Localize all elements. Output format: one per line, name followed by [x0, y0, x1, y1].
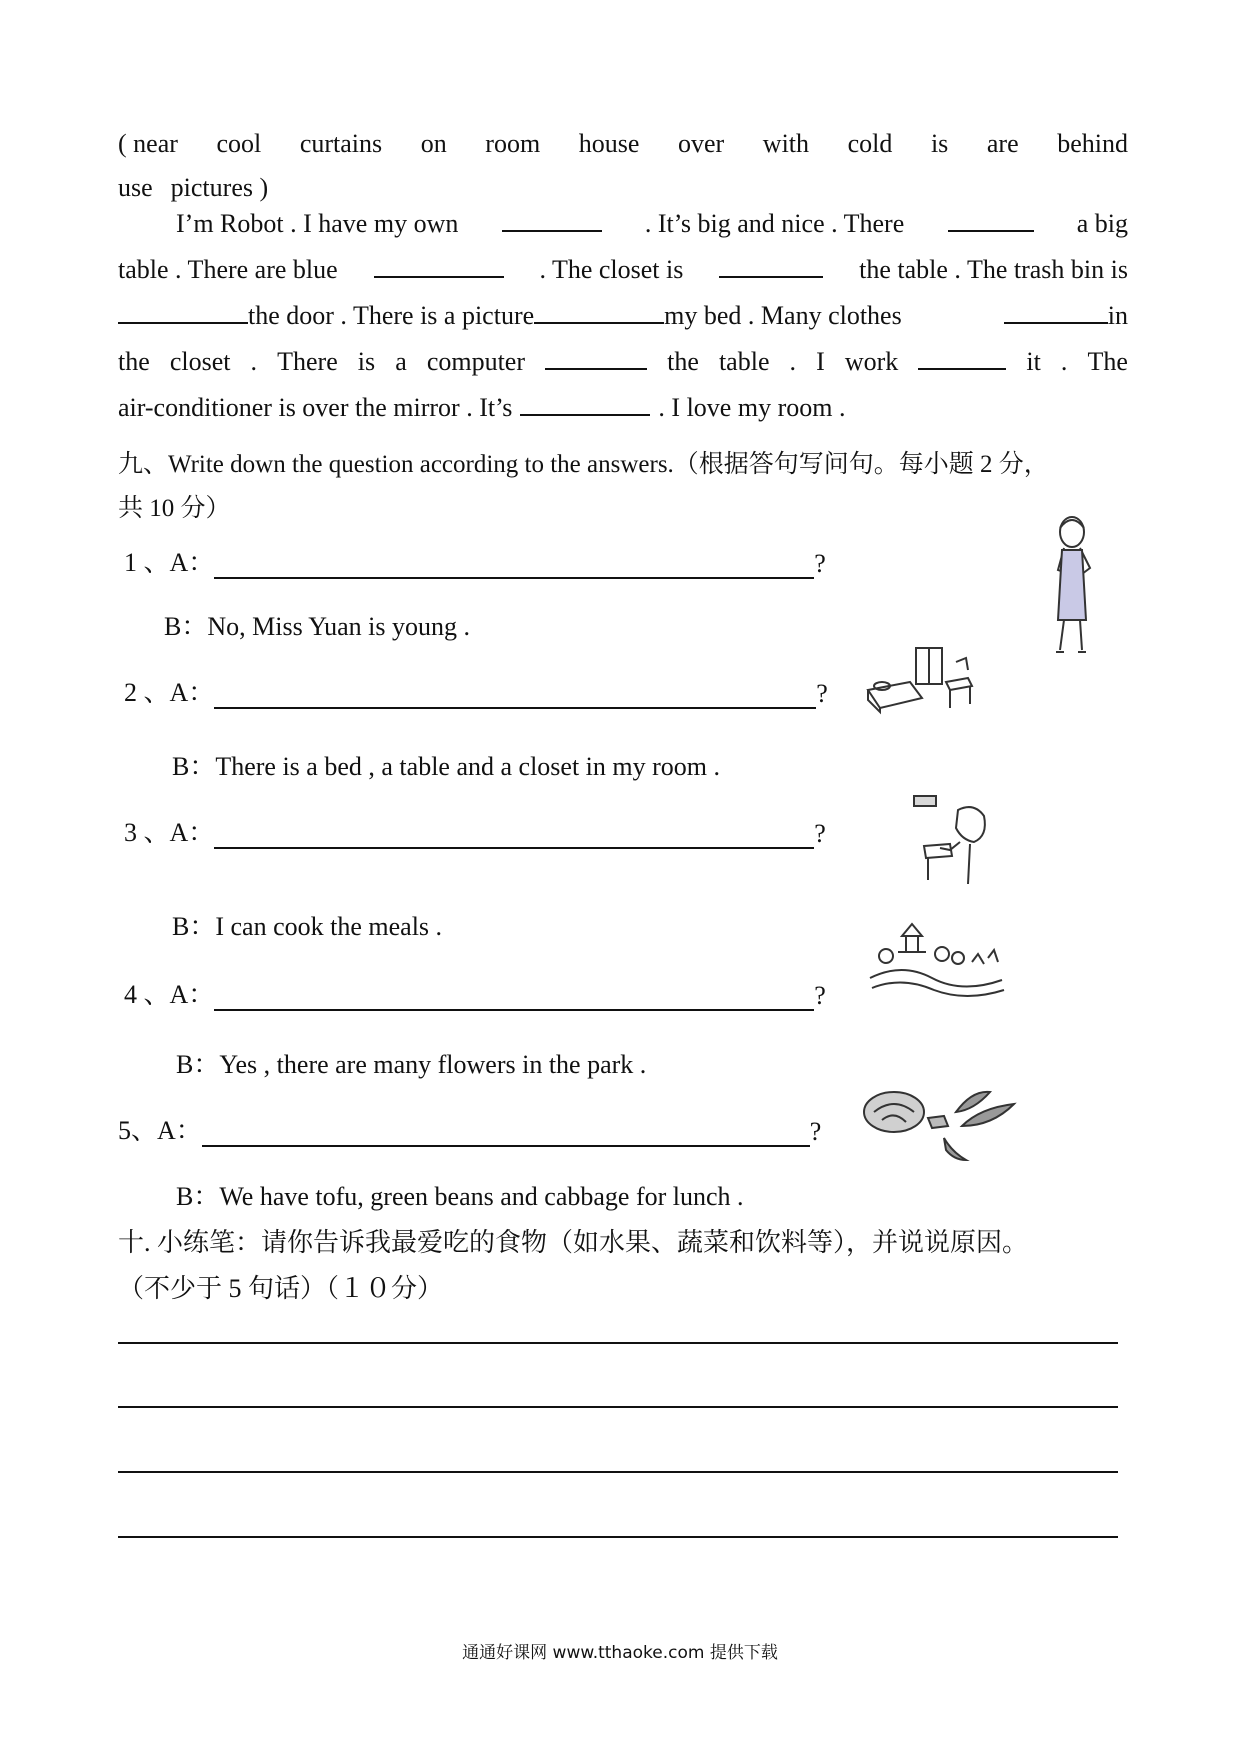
question-3: [124, 812, 826, 849]
paragraph-text: computer: [426, 347, 525, 376]
paragraph-text: .: [789, 347, 797, 376]
paragraph-text: I’m Robot . I have my own: [176, 209, 459, 238]
paragraph-text: There: [277, 347, 338, 376]
section-10-title-continued: （不少于 5 句话）（１０分）: [118, 1274, 444, 1303]
section-9-title: 九、Write down the question according to the answers.（根据答句写问句。每小题 2 分，: [118, 451, 1049, 478]
paragraph-text: my bed . Many clothes: [664, 301, 902, 330]
paragraph-text: . I love my room .: [658, 393, 846, 422]
blank[interactable]: [545, 346, 647, 370]
paragraph-line-1: [118, 208, 1128, 239]
bedroom-furniture-icon: [860, 642, 980, 718]
paragraph-text: a: [395, 347, 407, 376]
answer-line[interactable]: [214, 985, 814, 1011]
blank[interactable]: [118, 300, 248, 324]
question-number: 4 、A：: [124, 980, 215, 1009]
question-mark: ?: [814, 549, 826, 578]
blank[interactable]: [948, 208, 1034, 232]
woman-teacher-icon: [1020, 510, 1130, 660]
question-mark: ?: [814, 981, 826, 1010]
word: cold: [847, 129, 893, 158]
question-mark: ?: [809, 1117, 822, 1146]
word: ( near: [118, 129, 178, 158]
answer-1: B：No, Miss Yuan is young .: [164, 612, 471, 641]
paragraph-text: the: [667, 347, 699, 376]
question-mark: ?: [814, 819, 826, 848]
word: room: [485, 129, 541, 158]
answer-line[interactable]: [214, 683, 816, 709]
paragraph-text: .: [1060, 347, 1068, 376]
word: use: [118, 173, 153, 202]
paragraph-text: is: [357, 347, 376, 376]
question-5: [118, 1110, 821, 1147]
paragraph-text: .: [250, 347, 258, 376]
paragraph-text: the: [118, 347, 150, 376]
answer-3: B：I can cook the meals .: [172, 912, 443, 941]
writing-line[interactable]: [118, 1406, 1118, 1408]
question-number: 3 、A：: [124, 818, 215, 847]
writing-line[interactable]: [118, 1471, 1118, 1473]
question-1: [124, 542, 826, 579]
blank[interactable]: [534, 300, 664, 324]
word: curtains: [299, 129, 383, 158]
paragraph-text: the table . The trash bin is: [859, 255, 1128, 284]
paragraph-line-5: [118, 392, 1128, 423]
answer-5: B：We have tofu, green beans and cabbage for lunch .: [176, 1182, 744, 1211]
question-4: [124, 974, 826, 1011]
paragraph-text: the door . There is a picture: [248, 301, 535, 330]
answer-line[interactable]: [214, 823, 814, 849]
blank[interactable]: [520, 392, 650, 416]
word: with: [762, 129, 810, 158]
vegetables-icon: [862, 1082, 1022, 1174]
word: house: [578, 129, 640, 158]
paragraph-line-4: [118, 346, 1128, 377]
word: behind: [1057, 129, 1128, 158]
paragraph-text: closet: [169, 347, 231, 376]
word-bank-line-1: [118, 122, 1128, 166]
word: is: [930, 129, 949, 158]
question-number: 2 、A：: [124, 678, 215, 707]
blank[interactable]: [502, 208, 602, 232]
paragraph-text: work: [844, 347, 899, 376]
blank[interactable]: [719, 254, 823, 278]
paragraph-line-2: [118, 254, 1128, 285]
word: cool: [216, 129, 262, 158]
paragraph-text: . The closet is: [539, 255, 684, 284]
paragraph-text: in: [1107, 301, 1128, 330]
girl-cooking-icon: [900, 788, 1000, 888]
word: are: [986, 129, 1019, 158]
paragraph-text: I: [816, 347, 825, 376]
question-mark: ?: [816, 679, 828, 708]
section-9-title-continued: 共 10 分）: [118, 495, 231, 522]
paragraph-line-3: [118, 300, 1128, 331]
answer-line[interactable]: [202, 1121, 810, 1147]
paragraph-text: it: [1026, 347, 1041, 376]
writing-line[interactable]: [118, 1536, 1118, 1538]
question-2: [124, 672, 828, 709]
word: over: [678, 129, 725, 158]
park-flowers-icon: [862, 918, 1012, 1002]
blank[interactable]: [374, 254, 504, 278]
word-bank: [118, 122, 1128, 210]
word: on: [420, 129, 447, 158]
footer-credit: 通通好课网 www.tthaoke.com 提供下载: [462, 1643, 778, 1663]
answer-4: B：Yes , there are many flowers in the park .: [176, 1050, 647, 1079]
paragraph-text: . It’s big and nice . There: [644, 209, 905, 238]
paragraph-text: air-conditioner is over the mirror . It’s: [118, 393, 513, 422]
blank[interactable]: [1004, 300, 1108, 324]
paragraph-text: a big: [1076, 209, 1128, 238]
blank[interactable]: [918, 346, 1006, 370]
section-10-title: 十. 小练笔：请你告诉我最爱吃的食物（如水果、蔬菜和饮料等），并说说原因。: [118, 1228, 1029, 1257]
answer-line[interactable]: [214, 553, 814, 579]
question-number: 5、A：: [118, 1116, 202, 1145]
paragraph-text: table . There are blue: [118, 255, 338, 284]
word-bank-line-2: [118, 166, 1128, 210]
word: pictures ): [170, 173, 269, 202]
writing-line[interactable]: [118, 1342, 1118, 1344]
paragraph-text: table: [718, 347, 770, 376]
question-number: 1 、A：: [124, 548, 215, 577]
answer-2: B：There is a bed , a table and a closet in my room .: [172, 752, 721, 781]
paragraph-text: The: [1087, 347, 1128, 376]
